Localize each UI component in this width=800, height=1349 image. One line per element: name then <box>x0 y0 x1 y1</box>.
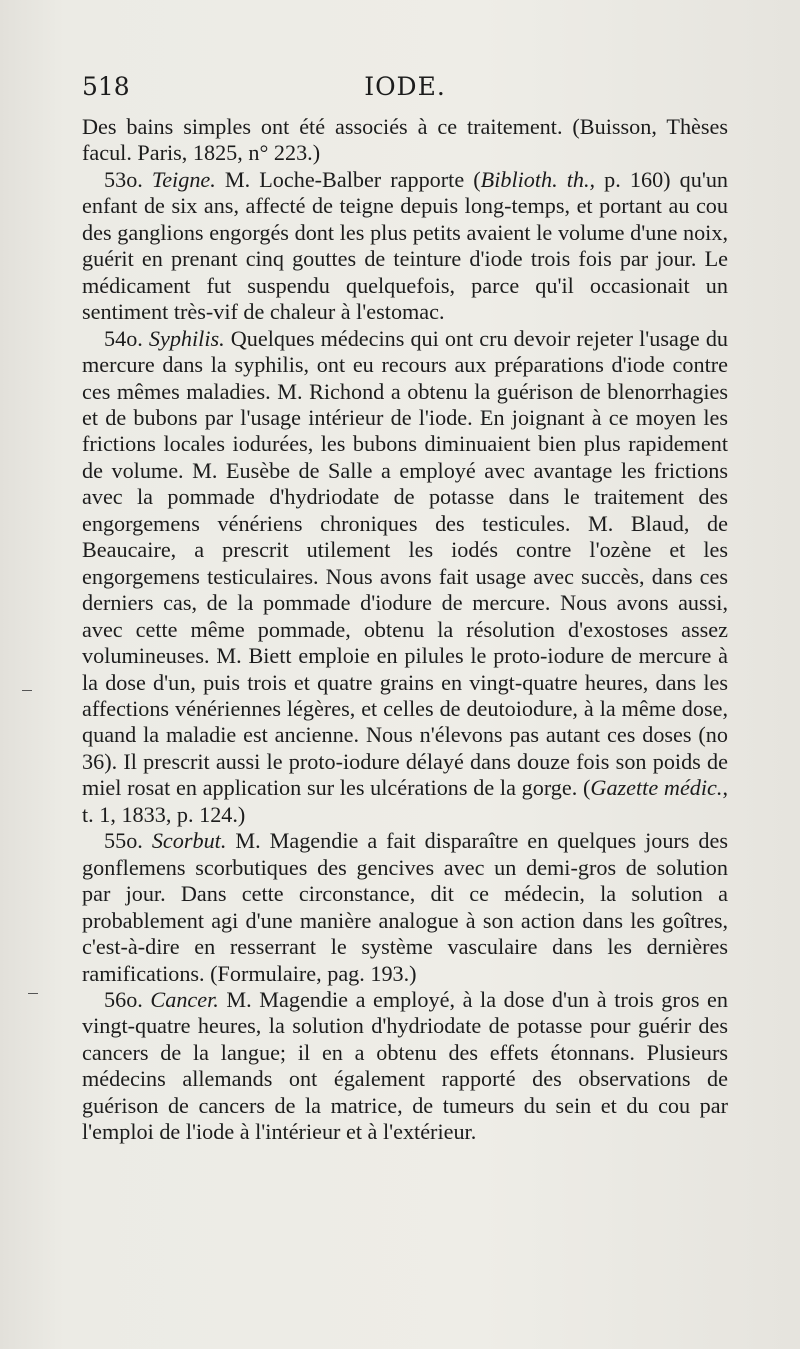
margin-mark <box>28 993 38 994</box>
section-heading-syphilis: Syphilis. <box>148 325 225 351</box>
citation-title: Biblioth. th., <box>480 166 596 192</box>
running-title: IODE. <box>364 72 446 101</box>
section-heading-cancer: Cancer. <box>150 986 219 1012</box>
citation-title: Gazette médic. <box>590 775 723 801</box>
paragraph-53-teigne: 53o. Teigne. M. Loche-Balber rapporte (Biblioth. th., p. 160) qu'un enfant de six ans, affecté de teigne depuis long-temps, et portant au cou des ganglions engorgés dont les plus petits avaient le volume d'une noix, guérit en prenant cinq gouttes de teinture d'iode trois fois par jour. Le médicament fut suspendu quelquefois, parce qu'il occasionait un sentiment très-vif de chaleur à l'estomac. <box>82 166 729 325</box>
page-number: 518 <box>82 72 130 101</box>
page-header <box>82 72 728 108</box>
margin-mark <box>22 690 32 691</box>
paragraph-54-syphilis: 54o. Syphilis. Quelques médecins qui ont cru devoir rejeter l'usage du mercure dans la syphilis, ont eu recours aux préparations d'iode contre ces mêmes maladies. M. Richond a obtenu la guérison de blenorrhagies et de bubons par l'usage intérieur de l'iode. En joignant à ce moyen les frictions locales iodurées, les bubons diminuaient bien plus rapidement de volume. M. Eusèbe de Salle a employé avec avantage les frictions avec la pommade d'hydriodate de potasse dans le traitement des engorgemens vénériens chroniques des testicules. M. Blaud, de Beaucaire, a prescrit utilement les iodés contre l'ozène et les engorgemens testiculaires. Nous avons fait usage avec succès, dans ces derniers cas, de la pommade d'iodure de mercure. Nous avons aussi, avec cette même pommade, obtenu la résolution d'exostoses assez volumineuses. M. Biett emploie en pilules le proto-iodure de mercure à la dose d'un, puis trois et quatre grains en vingt-quatre heures, dans les affections vénériennes légères, et celles de deutoiodure, à la même dose, quand la maladie est ancienne. Nous n'élevons pas autant ces doses (no 36). Il prescrit aussi le proto-iodure délayé dans douze fois son poids de miel rosat en application sur les ulcérations de la gorge. (Gazette médic., t. 1, 1833, p. 124.) <box>82 325 729 827</box>
section-heading-scorbut: Scorbut. <box>151 828 227 854</box>
paragraph-56-cancer: 56o. Cancer. M. Magendie a employé, à la dose d'un à trois gros en vingt-quatre heures, la solution d'hydriodate de potasse pour guérir des cancers de la langue; il en a obtenu des effets étonnans. Plusieurs médecins allemands ont également rapporté des observations de guérison de cancers de la matrice, de tumeurs du sein et du cou par l'emploi de l'iode à l'intérieur et à l'extérieur. <box>82 986 728 1145</box>
paragraph-continued: Des bains simples ont été associés à ce traitement. (Buisson, Thèses facul. Paris, 1825, n° 223.) <box>82 114 728 166</box>
body-text <box>82 114 728 1146</box>
section-heading-teigne: Teigne. <box>151 166 216 192</box>
paragraph-55-scorbut: 55o. Scorbut. M. Magendie a fait disparaître en quelques jours des gonflemens scorbutiques des gencives avec un demi-gros de solution par jour. Dans cette circonstance, dit ce médecin, la solution a probablement agi d'une manière analogue à son action dans les goîtres, c'est-à-dire en resserrant le système vasculaire dans les dernières ramifications. (Formulaire, pag. 193.) <box>82 828 728 986</box>
